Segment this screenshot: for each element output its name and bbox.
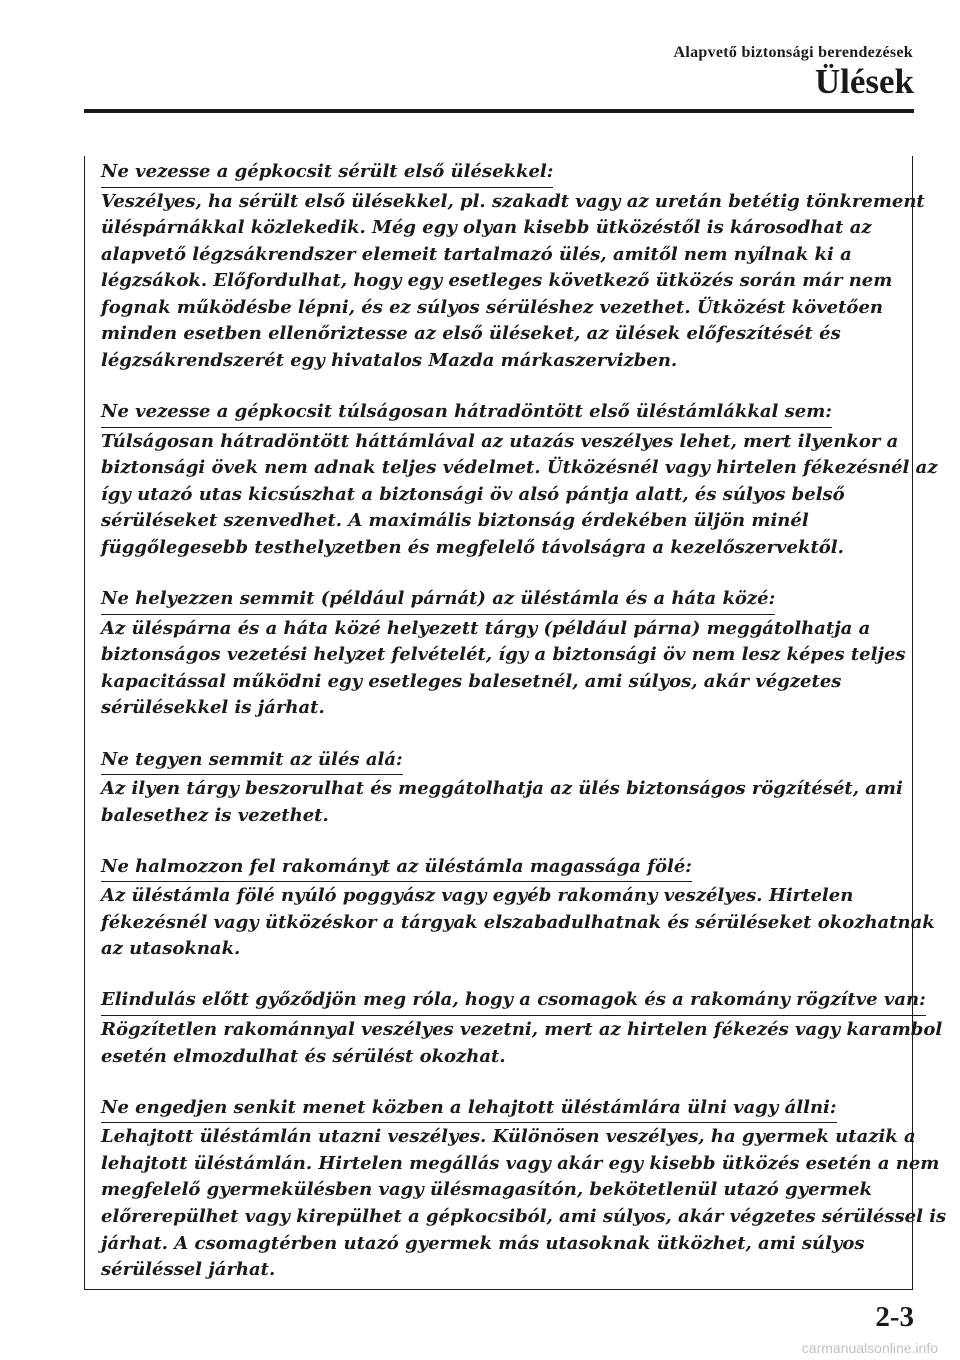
body-line: alapvető légzsákrendszer elemeit tartalmazó ülés, amitől nem nyílnak ki a bbox=[101, 243, 852, 265]
body-line: megfelelő gyermekülésben vagy ülésmagasítón, bekötetlenül utazó gyermek bbox=[101, 1179, 873, 1201]
warning-block bbox=[101, 399, 938, 561]
body-line: sérüléssel járhat. bbox=[101, 1259, 276, 1281]
warning-heading: Ne helyezzen semmit (például párnát) az üléstámla és a háta közé: bbox=[101, 586, 775, 615]
body-line: így utazó utas kicsúszhat a biztonsági öv alsó pántja alatt, és súlyos belső bbox=[101, 483, 845, 505]
page-number: 2-3 bbox=[875, 1301, 914, 1333]
body-line: sérüléseket szenvedhet. A maximális biztonság érdekében üljön minél bbox=[101, 510, 809, 532]
body-line: légzsákok. Előfordulhat, hogy egy esetleges következő ütközés során már nem bbox=[101, 270, 893, 292]
body-line: minden esetben ellenőriztesse az első üléseket, az ülések előfeszítését és bbox=[101, 323, 841, 345]
page-title: Ülések bbox=[814, 62, 914, 101]
watermark: carmanualsonline.info bbox=[801, 1340, 938, 1356]
body-line: Rögzítetlen rakománnyal veszélyes vezetni, mert az hirtelen fékezés vagy karambol bbox=[101, 1018, 943, 1040]
warning-block bbox=[101, 1095, 947, 1284]
body-line: üléspárnákkal közlekedik. Még egy olyan kisebb ütközéstől is károsodhat az bbox=[101, 217, 872, 239]
warning-heading: Ne vezesse a gépkocsit sérült első ülésekkel: bbox=[101, 159, 553, 188]
warning-block bbox=[101, 586, 912, 722]
body-line: az utasoknak. bbox=[101, 938, 241, 960]
body-line: légzsákrendszerét egy hivatalos Mazda márkaszervizben. bbox=[101, 350, 678, 372]
warning-block bbox=[101, 159, 925, 375]
body-line: lehajtott üléstámlán. Hirtelen megállás vagy akár egy kisebb ütközés esetén a nem bbox=[101, 1152, 940, 1174]
body-line: Veszélyes, ha sérült első ülésekkel, pl. szakadt vagy az uretán betétig tönkrement bbox=[101, 190, 925, 212]
section-title: Alapvető biztonsági berendezések bbox=[673, 44, 913, 61]
warning-heading: Ne vezesse a gépkocsit túlságosan hátradöntött első üléstámlákkal sem: bbox=[101, 399, 832, 428]
body-line: biztonságos vezetési helyzet felvételét, így a biztonsági öv nem lesz képes teljes bbox=[101, 644, 906, 666]
body-line: esetén elmozdulhat és sérülést okozhat. bbox=[101, 1045, 506, 1067]
warning-block bbox=[101, 987, 943, 1070]
warning-heading: Ne tegyen semmit az ülés alá: bbox=[101, 747, 403, 776]
body-line: Az ilyen tárgy beszorulhat és meggátolhatja az ülés biztonságos rögzítését, ami bbox=[101, 778, 903, 799]
body-line: függőlegesebb testhelyzetben és megfelelő távolságra a kezelőszervektől. bbox=[101, 537, 844, 559]
body-line: Az üléstámla fölé nyúló poggyász vagy egyéb rakomány veszélyes. Hirtelen bbox=[101, 885, 854, 907]
body-line: biztonsági övek nem adnak teljes védelmet. Ütközésnél vagy hirtelen fékezésnél az bbox=[101, 457, 938, 479]
body-line: fékezésnél vagy ütközéskor a tárgyak elszabadulhatnak és sérüléseket okozhatnak bbox=[101, 911, 935, 933]
body-line: járhat. A csomagtérben utazó gyermek más utasoknak ütközhet, ami súlyos bbox=[101, 1232, 865, 1254]
warning-box bbox=[84, 156, 947, 1290]
warning-heading: Ne engedjen senkit menet közben a lehajtott üléstámlára ülni vagy állni: bbox=[101, 1095, 837, 1124]
body-line: fognak működésbe lépni, és ez súlyos sérüléshez vezethet. Ütközést követően bbox=[101, 296, 883, 318]
warning-heading: Elindulás előtt győződjön meg róla, hogy a csomagok és a rakomány rögzítve van: bbox=[101, 987, 926, 1016]
header-rule bbox=[84, 109, 914, 113]
body-line: Túlságosan hátradöntött háttámlával az utazás veszélyes lehet, mert ilyenkor a bbox=[101, 430, 899, 452]
warning-block bbox=[101, 747, 912, 830]
body-line: kapacitással működni egy esetleges balesetnél, ami súlyos, akár végzetes bbox=[101, 670, 842, 692]
warning-heading: Ne halmozzon fel rakományt az üléstámla magassága fölé: bbox=[101, 854, 692, 883]
body-line: Az üléspárna és a háta közé helyezett tárgy (például párna) meggátolhatja a bbox=[101, 617, 871, 639]
body-line: balesethez is vezethet. bbox=[101, 804, 329, 826]
warning-block bbox=[101, 854, 935, 963]
body-line: Lehajtott üléstámlán utazni veszélyes. Különösen veszélyes, ha gyermek utazik a bbox=[101, 1126, 916, 1148]
body-line: előrerepülhet vagy kirepülhet a gépkocsiból, ami súlyos, akár végzetes sérüléssel is bbox=[101, 1205, 947, 1227]
body-line: sérülésekkel is járhat. bbox=[101, 697, 325, 719]
